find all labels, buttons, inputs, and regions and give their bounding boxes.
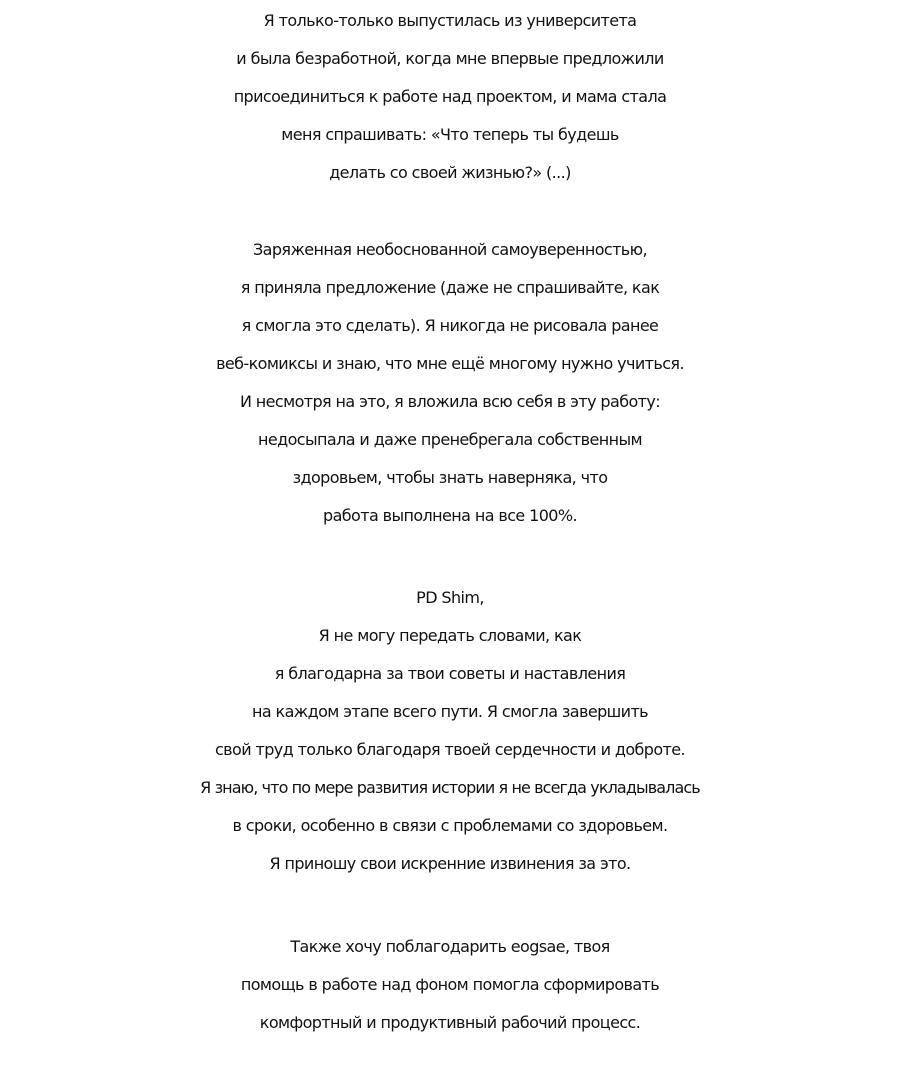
text-line: на каждом этапе всего пути. Я смогла завершить xyxy=(251,702,649,721)
text-line: в сроки, особенно в связи с проблемами со здоровьем. xyxy=(232,816,668,835)
text-line: меня спрашивать: «Что теперь ты будешь xyxy=(281,125,619,144)
text-line: недосыпала и даже пренебрегала собственным xyxy=(258,430,642,449)
text-line: PD Shim, xyxy=(416,588,484,607)
text-line: Я только-только выпустилась из университета xyxy=(263,11,637,30)
text-line: я приняла предложение (даже не спрашивайте, как xyxy=(240,278,660,297)
text-line: свой труд только благодаря твоей сердечности и доброте. xyxy=(214,740,685,759)
text-line: и была безработной, когда мне впервые предложили xyxy=(236,49,664,68)
text-line: веб-комиксы и знаю, что мне ещё многому нужно учиться. xyxy=(216,354,684,373)
text-line: здоровьем, чтобы знать наверняка, что xyxy=(292,468,608,487)
text-line: я смогла это сделать). Я никогда не рисовала ранее xyxy=(241,316,659,335)
text-line: Я знаю, что по мере развития истории я не всегда укладывалась xyxy=(200,778,700,797)
text-line: делать со своей жизнью?» (...) xyxy=(329,163,571,182)
text-line: присоединиться к работе над проектом, и мама стала xyxy=(233,87,667,106)
paragraph-thanks-pd xyxy=(0,579,900,883)
paragraph-graduation xyxy=(0,2,900,192)
text-line: Также хочу поблагодарить eogsae, твоя xyxy=(290,937,610,956)
text-line: я благодарна за твои советы и наставления xyxy=(274,664,626,683)
text-line: комфортный и продуктивный рабочий процесс. xyxy=(259,1013,641,1032)
text-line: Заряженная необоснованной самоуверенностью, xyxy=(253,240,647,259)
paragraph-confidence xyxy=(0,231,900,535)
text-line: Я не могу передать словами, как xyxy=(318,626,582,645)
text-line: работа выполнена на все 100%. xyxy=(323,506,577,525)
text-line: И несмотря на это, я вложила всю себя в эту работу: xyxy=(239,392,661,411)
paragraph-thanks-eogsae xyxy=(0,928,900,1042)
text-line: помощь в работе над фоном помогла сформировать xyxy=(240,975,660,994)
text-line: Я приношу свои искренние извинения за это. xyxy=(269,854,631,873)
